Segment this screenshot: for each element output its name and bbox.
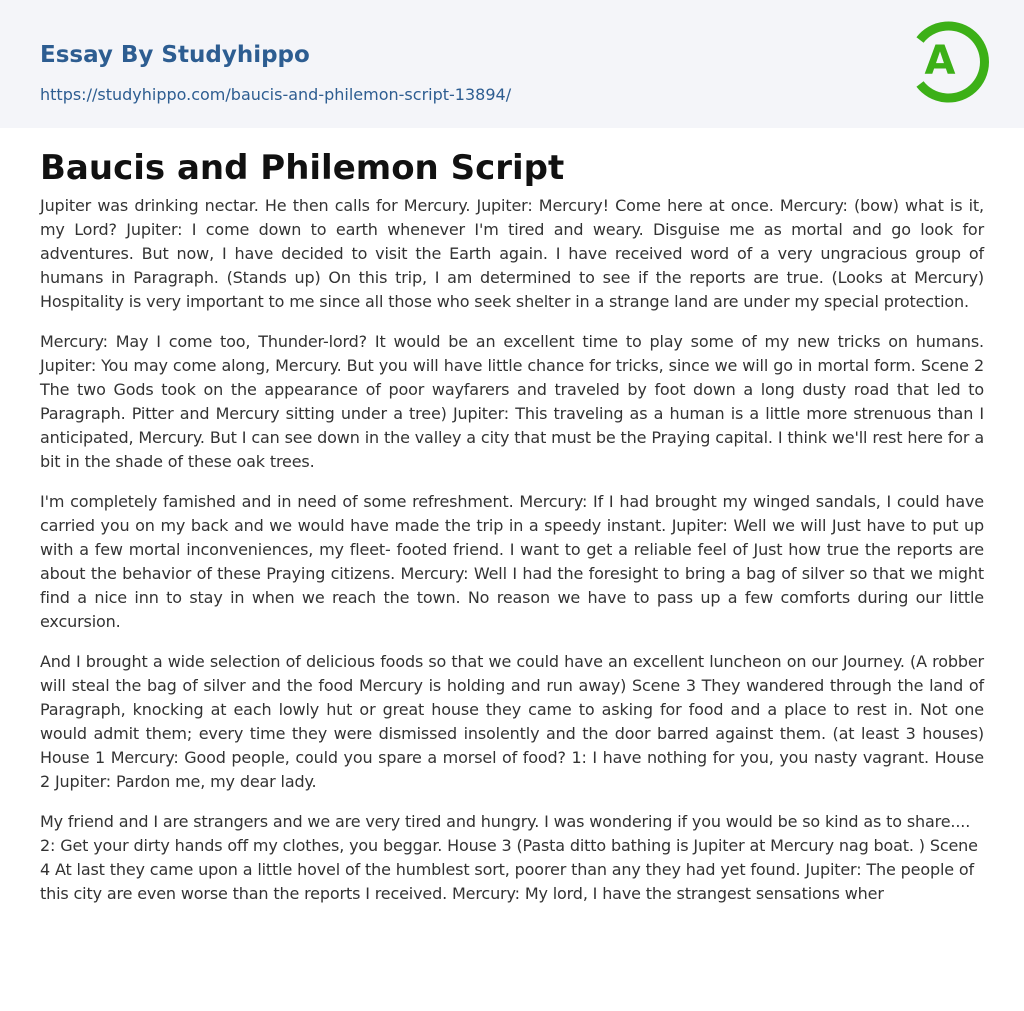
site-header [0,0,1024,128]
essay-body [40,194,984,922]
essay-paragraph: I'm completely famished and in need of some refreshment. Mercury: If I had brought my winged sandals, I could have carried you on my back and we would have made the trip in a speedy instant. Jupiter: Well we will Just have to put up with a few mortal inconveniences, my fleet- footed friend. I want to get a reliable feel of Just how true the reports are about the behavior of these Praying citizens. Mercury: Well I had the foresight to bring a bag of silver so that we might find a nice inn to stay in when we reach the town. No reason we have to pass up a few comforts during our little excursion. [40,492,984,631]
page-url-link[interactable]: https://studyhippo.com/baucis-and-philemon-script-13894/ [40,85,512,104]
essay-paragraph: And I brought a wide selection of delicious foods so that we could have an excellent luncheon on our Journey. (A robber will steal the bag of silver and the food Mercury is holding and run away) Scene 3 They wandered through the land of Paragraph, knocking at each lowly hut or great house they came to asking for food and a place to rest in. Not one would admit them; every time they were dismissed insolently and the door barred against them. (at least 3 houses) House 1 Mercury: Good people, could you spare a morsel of food? 1: I have nothing for you, you nasty vagrant. House 2 Jupiter: Pardon me, my dear lady. [40,652,984,791]
essay-paragraph: My friend and I are strangers and we are very tired and hungry. I was wondering if you would be so kind as to share.... 2: Get your dirty hands off my clothes, you beggar. House 3 (Pasta ditto bathing is Jupiter at Mercury nag boat. ) Scene 4 At last they came upon a little hovel of the humblest sort, poorer than any they had yet found. Jupiter: The people of this city are even worse than the reports I received. Mercury: My lord, I have the strangest sensations wher [40,812,978,903]
page-title: Baucis and Philemon Script [40,148,565,188]
logo-letter: A [924,38,956,84]
site-brand[interactable]: Essay By Studyhippo [40,42,310,68]
essay-paragraph: Mercury: May I come too, Thunder-lord? It would be an excellent time to play some of my new tricks on humans. Jupiter: You may come along, Mercury. But you will have little chance for tricks, since we will go in mortal form. Scene 2 The two Gods took on the appearance of poor wayfarers and traveled by foot down a long dusty road that led to Paragraph. Pitter and Mercury sitting under a tree) Jupiter: This traveling as a human is a little more strenuous than I anticipated, Mercury. But I can see down in the valley a city that must be the Praying capital. I think we'll rest here for a bit in the shade of these oak trees. [40,332,984,471]
studyhippo-a-logo-icon[interactable] [908,16,992,108]
essay-paragraph: Jupiter was drinking nectar. He then calls for Mercury. Jupiter: Mercury! Come here at once. Mercury: (bow) what is it, my Lord? Jupiter: I come down to earth whenever I'm tired and weary. Disguise me as mortal and go look for adventures. But now, I have decided to visit the Earth again. I have received word of a very ungracious group of humans in Paragraph. (Stands up) On this trip, I am determined to see if the reports are true. (Looks at Mercury) Hospitality is very important to me since all those who seek shelter in a strange land are under my special protection. [40,196,984,311]
